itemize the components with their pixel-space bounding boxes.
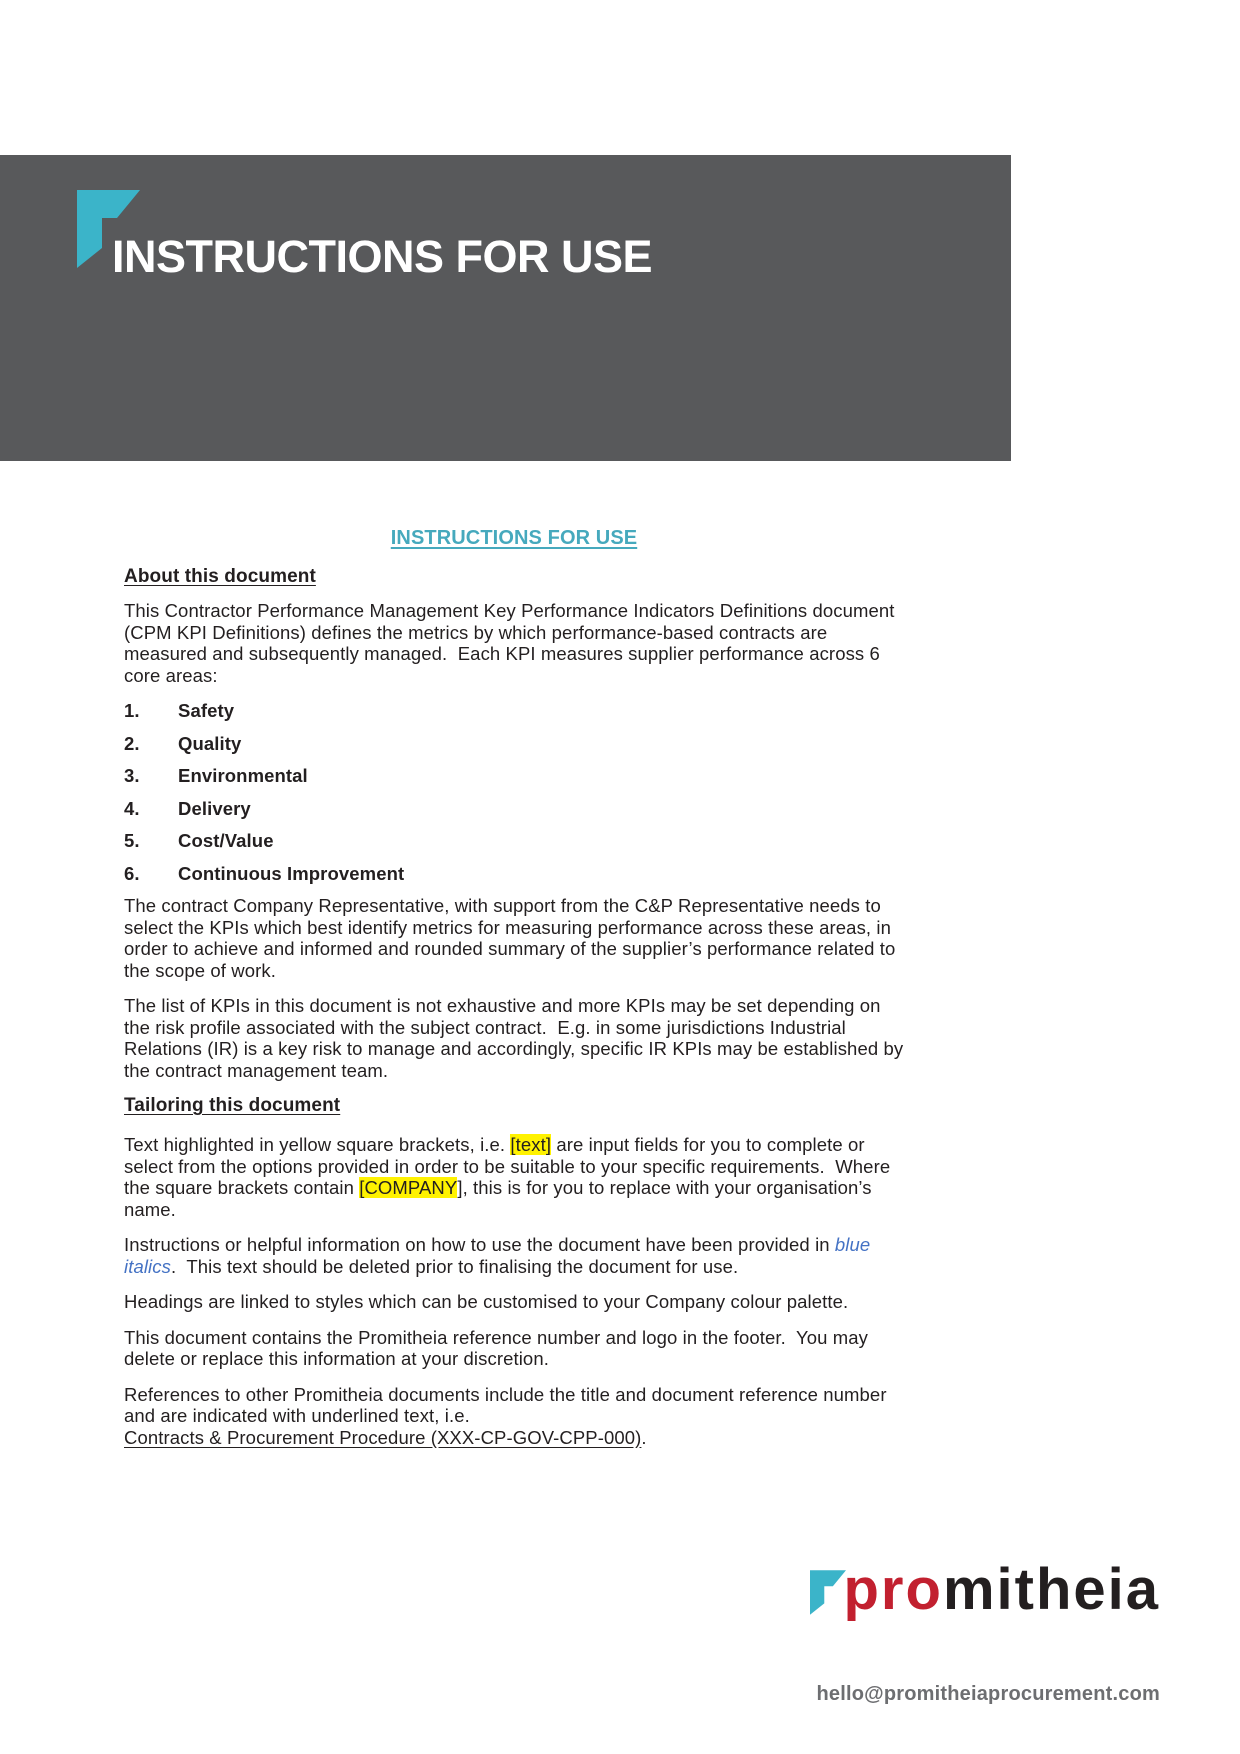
list-item (124, 733, 904, 755)
paragraph-intro: This Contractor Performance Management Key Performance Indicators Definitions document (CPM KPI Definitions) defines the metrics by which performance-based contracts are measured and subsequently managed. Each KPI measures supplier performance across 6 core areas: (124, 600, 900, 686)
text-segment: Instructions or helpful information on how to use the document have been provided in (124, 1234, 835, 1255)
paragraph-footer-logo: This document contains the Promitheia reference number and logo in the footer. You may delete or replace this information at your discretion. (124, 1326, 874, 1369)
banner-title: INSTRUCTIONS FOR USE (112, 231, 653, 282)
title-banner (0, 155, 1011, 461)
list-label: Cost/Value (178, 830, 274, 851)
document-body (124, 526, 909, 1462)
list-label: Quality (178, 732, 242, 754)
paragraph-references (124, 1384, 904, 1449)
text-segment: Text highlighted in yellow square brackets, i.e. (124, 1134, 511, 1155)
list-item (124, 765, 904, 787)
list-number: 1. (124, 700, 140, 721)
list-label: Delivery (178, 797, 251, 819)
promitheia-logo (810, 1557, 1161, 1634)
page-title: INSTRUCTIONS FOR USE (390, 527, 638, 549)
paragraph-headings: Headings are linked to styles which can be customised to your Company colour palette. (124, 1291, 849, 1312)
text-segment: . This text should be deleted prior to finalising the document for use. (170, 1255, 739, 1277)
section-heading-tailoring: Tailoring this document (124, 1095, 341, 1116)
text-segment: [COMPANY (359, 1177, 458, 1198)
list-number: 5. (124, 830, 140, 851)
list-number: 3. (124, 765, 140, 786)
text-segment: . (641, 1426, 647, 1448)
list-item (124, 863, 904, 885)
list-number: 6. (124, 862, 140, 884)
section-heading-about: About this document (124, 566, 316, 587)
paragraph-representative: The contract Company Representative, with support from the C&P Representative needs to select the KPIs which best identify metrics for measuring performance across these areas, in order to achieve and informed and rounded summary of the supplier’s performance related to the scope of work. (124, 895, 901, 981)
text-segment: [text] (510, 1134, 552, 1155)
list-label: Continuous Improvement (178, 862, 405, 884)
logo-text-pro: pro (843, 1557, 943, 1622)
logo-text-mitheia: mitheia (942, 1557, 1160, 1622)
contact-email: hello@promitheiaprocurement.com (816, 1683, 1160, 1705)
text-segment: Contracts & Procurement Procedure (XXX-CP-GOV-CPP-000) (124, 1426, 642, 1448)
paragraph-kpi-list: The list of KPIs in this document is not exhaustive and more KPIs may be set depending on the risk profile associated with the subject contract. E.g. in some jurisdictions Industrial Relations (IR) is a key risk to manage and accordingly, specific IR KPIs may be established by the contract management team. (124, 995, 909, 1081)
text-segment: References to other Promitheia documents include the title and document reference number and are indicated with underlined text, i.e. (124, 1383, 892, 1426)
text-segment: blue italics (124, 1234, 876, 1277)
list-item (124, 798, 904, 820)
text-segment: are input fields for you to complete or select from the options provided in order to be suitable to your specific requirements. Where the square brackets contain (124, 1134, 896, 1198)
list-item (124, 700, 904, 722)
text-segment: ], this is for you to replace with your organisation’s name. (124, 1177, 877, 1220)
kpi-area-list (124, 700, 904, 884)
promitheia-flag-icon (810, 1570, 846, 1615)
paragraph-instructions (124, 1234, 904, 1277)
list-label: Safety (178, 700, 235, 721)
paragraph-highlight (124, 1134, 904, 1220)
list-number: 4. (124, 797, 140, 819)
list-label: Environmental (178, 765, 308, 786)
list-number: 2. (124, 732, 140, 754)
list-item (124, 830, 904, 852)
